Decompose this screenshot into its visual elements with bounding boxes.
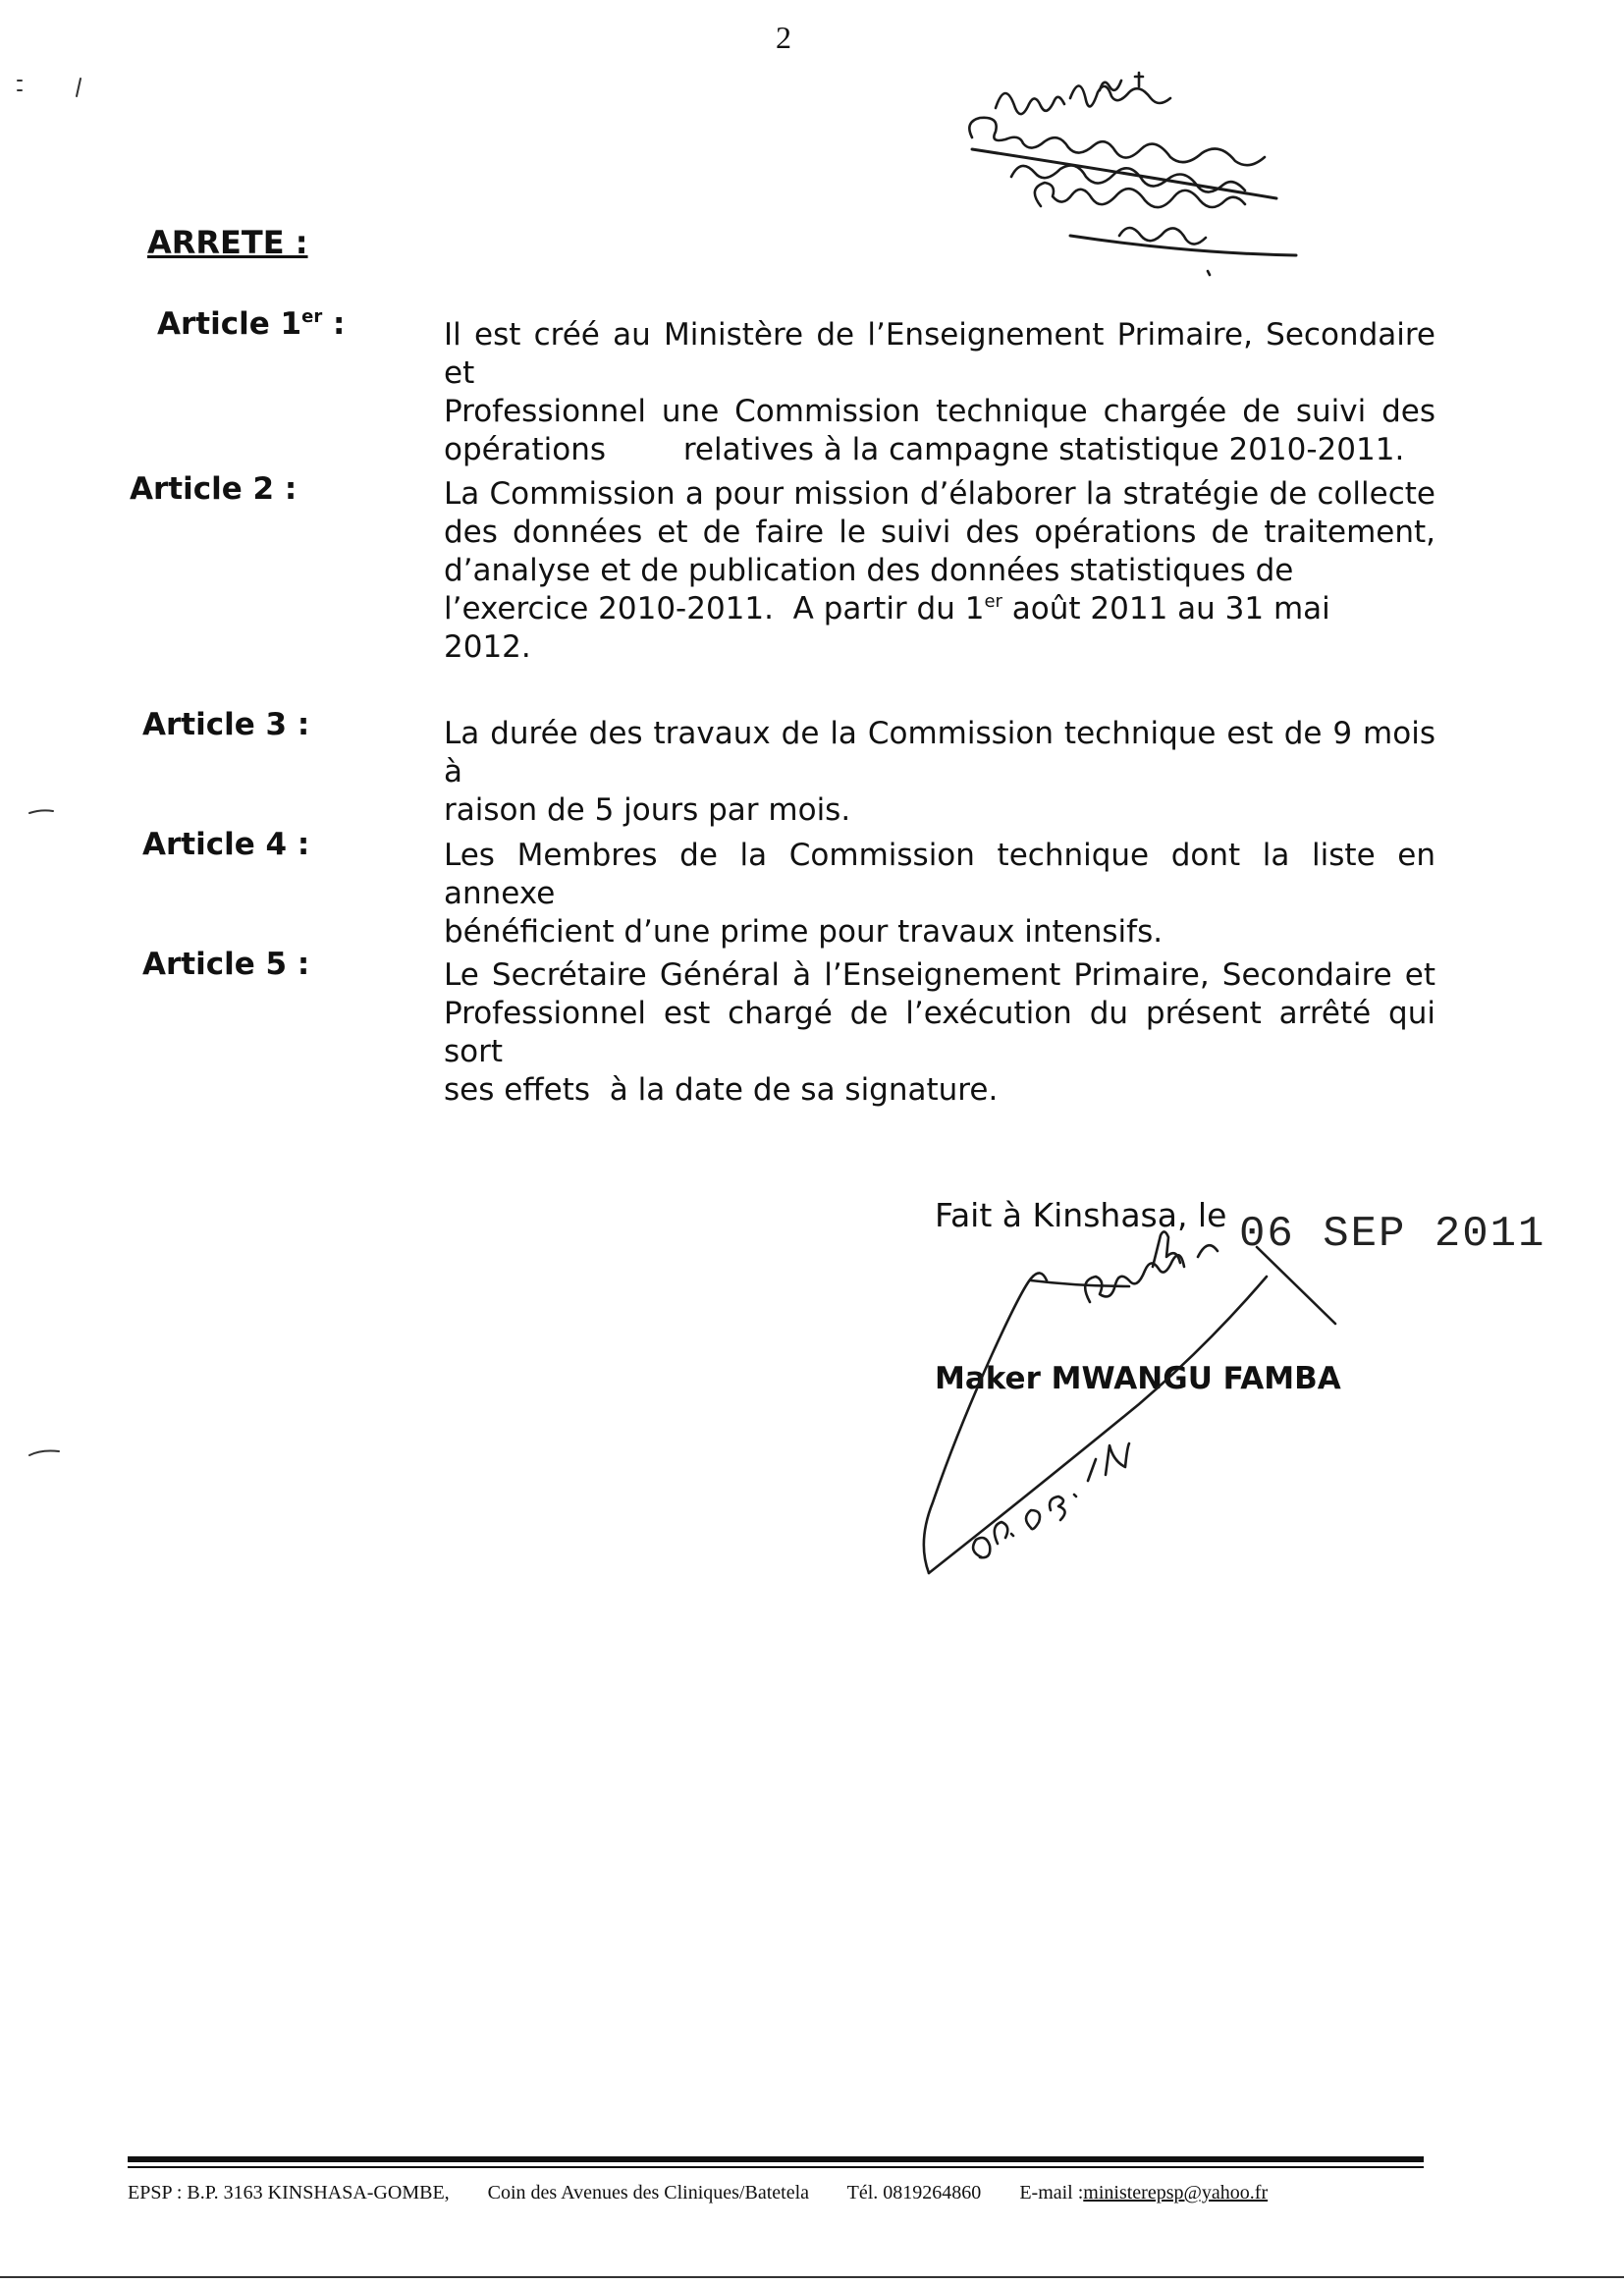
page-number: 2 [776,20,791,55]
article-3-text: La durée des travaux de la Commission technique est de 9 mois à raison de 5 jours par mois. [444,716,1435,828]
footer-street: Coin des Avenues des Cliniques/Batetela [487,2182,810,2203]
article-2-label: Article 2 : [130,471,298,507]
footer-email-label: E-mail : [1019,2182,1084,2203]
article-3-label: Article 3 : [142,707,310,742]
footer-rule-thin [128,2166,1424,2168]
handwritten-signature [913,1208,1335,1591]
footer-rule-thick [128,2156,1424,2162]
article-5-text: Le Secrétaire Général à l’Enseignement Primaire, Secondaire et Professionnel est chargé de l’exécution du présent arrêté qui sort ses effets à la date de sa signature. [444,957,1435,1108]
footer [128,2182,1268,2204]
signatory-name: Maker MWANGU FAMBA [935,1361,1341,1396]
footer-email-link[interactable]: ministerepsp@yahoo.fr [1083,2182,1269,2203]
footer-address: EPSP : B.P. 3163 KINSHASA-GOMBE, [128,2182,450,2203]
page-bottom-edge [0,2276,1624,2278]
date-stamp: 06 SEP 2011 [1239,1210,1546,1259]
article-4-text: Les Membres de la Commission technique dont la liste en annexe bénéficient d’une prime pour travaux intensifs. [444,838,1435,950]
article-1-label: Article 1er : [157,306,346,342]
article-2-text: La Commission a pour mission d’élaborer la stratégie de collecte des données et de faire le suivi des opérations de traitement, d’analyse et de publication des données statistiques de l’exercice 2010-2011. A partir du 1er août 2011 au 31 mai 2012. [444,476,1435,665]
scan-margin-marks [0,0,118,1473]
heading-arrete: ARRETE : [147,224,308,261]
article-4-label: Article 4 : [142,827,310,862]
place-date-line: Fait à Kinshasa, le [935,1196,1227,1234]
footer-phone: Tél. 0819264860 [846,2182,982,2203]
article-1-text: Il est créé au Ministère de l’Enseignement Primaire, Secondaire et Professionnel une Commission technique chargée de suivi des opérations relatives à la campagne statistique 2010-2011. [444,317,1435,467]
handwritten-stamp [952,69,1345,285]
article-5-label: Article 5 : [142,947,310,982]
